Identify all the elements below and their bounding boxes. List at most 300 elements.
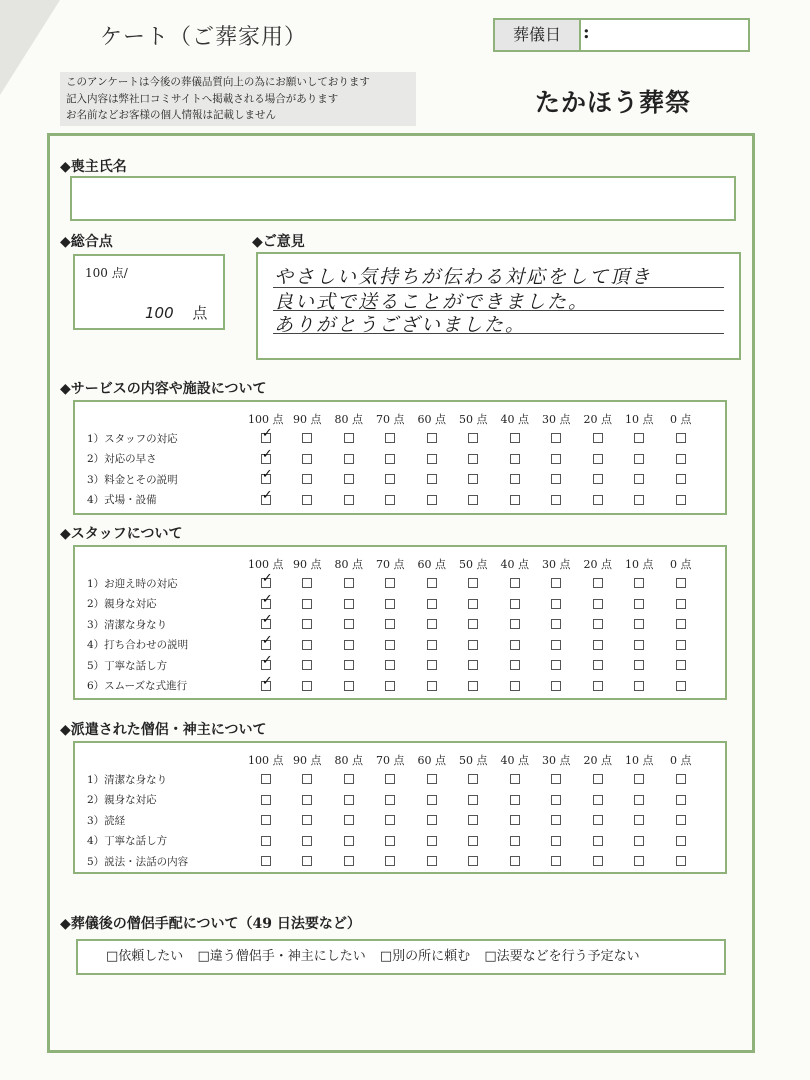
rating-checkbox[interactable] [676,433,686,443]
rating-header-blank [75,751,245,769]
rating-cell [245,831,287,852]
rating-checkbox[interactable] [385,474,395,484]
rating-checkbox[interactable] [634,774,644,784]
rating-checkbox[interactable] [468,660,478,670]
rating-checkbox[interactable] [676,681,686,691]
rating-cell [453,769,495,790]
rating-checkbox[interactable] [302,836,312,846]
rating-checkbox[interactable] [385,433,395,443]
rating-checkbox[interactable] [676,495,686,505]
rating-cell [660,490,702,511]
rating-cell [619,490,661,511]
rating-checkbox[interactable] [302,856,312,866]
rating-checkbox[interactable] [468,474,478,484]
rating-checkbox[interactable] [634,815,644,825]
rating-row-label: 3）読経 [87,814,126,827]
rating-checkbox[interactable] [261,774,271,784]
rating-checkbox[interactable] [634,795,644,805]
rating-checkbox[interactable] [551,660,561,670]
rating-checkbox[interactable] [427,774,437,784]
rating-checkbox[interactable] [385,856,395,866]
rating-checkbox[interactable] [344,578,354,588]
rating-checkbox[interactable] [510,495,520,505]
rating-cell [577,769,619,790]
rating-checkbox[interactable] [261,795,271,805]
funeral-date-field[interactable] [493,18,750,52]
rating-cell [536,851,578,872]
rating-checkbox[interactable] [510,836,520,846]
rating-cell [536,831,578,852]
rating-checkbox[interactable] [468,795,478,805]
rating-row [75,676,702,697]
rating-cell [660,594,702,615]
rating-checkbox[interactable] [676,578,686,588]
rating-checkbox[interactable] [302,795,312,805]
rating-cell [411,851,453,872]
rating-checkbox[interactable] [634,495,644,505]
rating-checkbox[interactable] [510,578,520,588]
rating-checkbox[interactable] [385,640,395,650]
rating-cell [328,635,370,656]
rating-table-staff [75,555,702,696]
rating-cell [494,614,536,635]
rating-cell [494,428,536,449]
rating-checkbox[interactable] [510,681,520,691]
rating-checkbox[interactable] [261,578,271,588]
rating-checkbox[interactable] [261,495,271,505]
rating-cell [287,831,329,852]
rating-cell [287,635,329,656]
rating-checkbox[interactable] [261,681,271,691]
rating-checkbox[interactable] [261,433,271,443]
rating-checkbox[interactable] [344,795,354,805]
rating-cell [328,614,370,635]
rating-checkbox[interactable] [634,836,644,846]
rating-checkbox[interactable] [344,640,354,650]
rating-checkbox[interactable] [302,619,312,629]
rating-checkbox[interactable] [634,681,644,691]
rating-checkbox[interactable] [261,815,271,825]
rating-cell [411,594,453,615]
rating-column-header: 30 点 [542,413,571,426]
rating-checkbox[interactable] [551,433,561,443]
rating-checkbox[interactable] [551,815,561,825]
rating-checkbox[interactable] [344,660,354,670]
rating-checkbox[interactable] [551,681,561,691]
rating-checkbox[interactable] [344,474,354,484]
rating-checkbox[interactable] [385,599,395,609]
rating-checkbox[interactable] [427,836,437,846]
rating-checkbox[interactable] [427,681,437,691]
rating-checkbox[interactable] [385,815,395,825]
score-heading: ◆総合点 [60,234,113,250]
rating-checkbox[interactable] [676,795,686,805]
rating-checkbox[interactable] [302,474,312,484]
rating-checkbox[interactable] [427,474,437,484]
rating-checkbox[interactable] [468,774,478,784]
rating-checkbox[interactable] [468,433,478,443]
rating-cell [328,851,370,872]
rating-cell [245,851,287,872]
rating-cell [245,594,287,615]
rating-checkbox[interactable] [344,856,354,866]
rating-cell [245,769,287,790]
section-heading-service: ◆サービスの内容や施設について [60,381,267,397]
rating-column-header: 10 点 [625,413,654,426]
rating-column-header: 100 点 [248,558,284,571]
rating-checkbox[interactable] [344,599,354,609]
rating-cell [536,769,578,790]
rating-checkbox[interactable] [593,495,603,505]
rating-checkbox[interactable] [344,815,354,825]
rating-cell [411,428,453,449]
rating-checkbox[interactable] [427,599,437,609]
opinion-textarea[interactable] [256,252,741,360]
rating-cell [619,790,661,811]
rating-cell [370,851,412,872]
rating-checkbox[interactable] [261,640,271,650]
rating-row [75,831,702,852]
rating-checkbox[interactable] [385,454,395,464]
rating-checkbox[interactable] [385,619,395,629]
rating-checkbox[interactable] [468,681,478,691]
rating-cell [328,790,370,811]
rating-checkbox[interactable] [551,795,561,805]
rating-checkbox[interactable] [468,578,478,588]
rating-cell [411,635,453,656]
rating-table-priest [75,751,702,872]
rating-checkbox[interactable] [551,495,561,505]
rating-checkbox[interactable] [427,815,437,825]
rating-cell [494,831,536,852]
rating-checkbox[interactable] [344,454,354,464]
rating-checkbox[interactable] [385,660,395,670]
rating-cell [660,851,702,872]
rating-cell [536,490,578,511]
rating-cell [536,635,578,656]
after-option-request[interactable]: □依頼したい [106,949,184,964]
rating-checkbox[interactable] [676,836,686,846]
rating-row-label: 1）お迎え時の対応 [87,577,178,590]
rating-column-header: 40 点 [500,754,529,767]
rating-checkbox[interactable] [634,433,644,443]
rating-checkbox[interactable] [551,619,561,629]
rating-checkbox[interactable] [510,619,520,629]
rating-cell [536,614,578,635]
rating-checkbox[interactable] [593,474,603,484]
rating-cell [494,769,536,790]
rating-row [75,469,702,490]
rating-cell [287,573,329,594]
rating-checkbox[interactable] [344,681,354,691]
rating-row [75,769,702,790]
rating-checkbox[interactable] [344,433,354,443]
rating-checkbox[interactable] [551,640,561,650]
rating-column-header: 60 点 [417,413,446,426]
after-option-no-plans[interactable]: □法要などを行う予定ない [484,949,640,964]
rating-cell [494,790,536,811]
rating-checkbox[interactable] [634,578,644,588]
rating-checkbox[interactable] [593,815,603,825]
rating-column-header: 10 点 [625,754,654,767]
rating-checkbox[interactable] [302,681,312,691]
opinion-heading: ◆ご意見 [252,234,305,250]
rating-row [75,810,702,831]
rating-checkbox[interactable] [427,640,437,650]
rating-checkbox[interactable] [634,660,644,670]
rating-checkbox[interactable] [593,774,603,784]
rating-cell [453,635,495,656]
rating-checkbox[interactable] [302,495,312,505]
rating-checkbox[interactable] [551,599,561,609]
rating-checkbox[interactable] [261,660,271,670]
rating-checkbox[interactable] [385,836,395,846]
rating-checkbox[interactable] [302,815,312,825]
rating-cell [536,790,578,811]
rating-checkbox[interactable] [676,774,686,784]
rating-checkbox[interactable] [261,856,271,866]
rating-checkbox[interactable] [593,433,603,443]
rating-checkbox[interactable] [427,454,437,464]
rating-checkbox[interactable] [427,795,437,805]
rating-checkbox[interactable] [261,474,271,484]
rating-column-header: 70 点 [376,754,405,767]
rating-cell [660,769,702,790]
rating-checkbox[interactable] [385,795,395,805]
rating-checkbox[interactable] [551,454,561,464]
rating-header-blank [75,410,245,428]
rating-cell [245,428,287,449]
rating-checkbox[interactable] [385,681,395,691]
opinion-line: やさしい気持ちが伝わる対応をして頂き [274,266,653,288]
rating-column-header: 60 点 [417,754,446,767]
rating-cell [411,573,453,594]
rating-row [75,490,702,511]
rating-checkbox[interactable] [302,640,312,650]
rating-checkbox[interactable] [468,454,478,464]
rating-cell [411,676,453,697]
rating-cell [287,614,329,635]
rating-cell [370,769,412,790]
rating-cell [370,449,412,470]
rating-checkbox[interactable] [261,599,271,609]
rating-column-header: 80 点 [334,558,363,571]
rating-cell [577,655,619,676]
rating-column-header: 0 点 [670,413,692,426]
rating-cell [619,676,661,697]
rating-cell [619,594,661,615]
rating-checkbox[interactable] [676,619,686,629]
rating-checkbox[interactable] [385,495,395,505]
rating-checkbox[interactable] [551,856,561,866]
rating-cell [536,469,578,490]
rating-row [75,614,702,635]
rating-cell [245,635,287,656]
rating-checkbox[interactable] [676,856,686,866]
rating-cell [411,469,453,490]
rating-cell [287,449,329,470]
rating-checkbox[interactable] [427,619,437,629]
rating-cell [245,655,287,676]
rating-cell [453,851,495,872]
after-option-different-priest[interactable]: □違う僧侶手・神主にしたい [197,949,366,964]
rating-checkbox[interactable] [593,578,603,588]
rating-checkbox[interactable] [676,599,686,609]
rating-checkbox[interactable] [676,640,686,650]
rating-cell [660,655,702,676]
rating-checkbox[interactable] [593,640,603,650]
rating-cell [577,428,619,449]
rating-checkbox[interactable] [676,474,686,484]
after-option-other-place[interactable]: □別の所に頼む [379,949,471,964]
page-title: ケート（ご葬家用） [100,25,308,50]
rating-row-label: 2）対応の早さ [87,453,157,466]
rating-checkbox[interactable] [593,856,603,866]
rating-checkbox[interactable] [261,836,271,846]
rating-checkbox[interactable] [510,856,520,866]
rating-cell [245,614,287,635]
rating-checkbox[interactable] [302,454,312,464]
rating-cell [453,490,495,511]
rating-checkbox[interactable] [676,454,686,464]
rating-checkbox[interactable] [302,578,312,588]
section-heading-staff: ◆スタッフについて [60,526,183,542]
rating-checkbox[interactable] [468,619,478,629]
rating-checkbox[interactable] [593,795,603,805]
rating-checkbox[interactable] [593,660,603,670]
rating-column-header: 50 点 [459,413,488,426]
rating-checkbox[interactable] [551,578,561,588]
rating-checkbox[interactable] [634,474,644,484]
rating-checkbox[interactable] [676,815,686,825]
mourner-name-field[interactable] [70,176,736,221]
rating-row-label: 2）親身な対応 [87,598,157,611]
rating-checkbox[interactable] [510,815,520,825]
rating-checkbox[interactable] [385,578,395,588]
rating-cell [370,573,412,594]
rating-checkbox[interactable] [510,599,520,609]
rating-row [75,428,702,449]
rating-checkbox[interactable] [468,836,478,846]
rating-checkbox[interactable] [427,433,437,443]
rating-checkbox[interactable] [593,454,603,464]
rating-checkbox[interactable] [510,474,520,484]
rating-checkbox[interactable] [510,433,520,443]
rating-cell [536,594,578,615]
rating-column-header: 20 点 [583,413,612,426]
rating-cell [453,790,495,811]
rating-checkbox[interactable] [634,599,644,609]
rating-checkbox[interactable] [510,774,520,784]
rating-cell [453,614,495,635]
privacy-notice [60,72,416,126]
rating-checkbox[interactable] [261,619,271,629]
rating-cell [370,594,412,615]
rating-column-header: 20 点 [583,558,612,571]
rating-checkbox[interactable] [676,660,686,670]
rating-checkbox[interactable] [344,495,354,505]
rating-checkbox[interactable] [468,640,478,650]
rating-cell [411,449,453,470]
rating-checkbox[interactable] [427,578,437,588]
rating-cell [536,449,578,470]
rating-row [75,635,702,656]
rating-cell [494,810,536,831]
score-max-text: 100 点/ [85,266,128,280]
rating-checkbox[interactable] [510,660,520,670]
rating-checkbox[interactable] [344,774,354,784]
rating-checkbox[interactable] [593,619,603,629]
rating-checkbox[interactable] [468,856,478,866]
rating-checkbox[interactable] [468,495,478,505]
rating-row [75,594,702,615]
rating-cell [370,490,412,511]
rating-checkbox[interactable] [385,774,395,784]
rating-cell [328,810,370,831]
rating-checkbox[interactable] [261,454,271,464]
rating-cell [577,594,619,615]
rating-checkbox[interactable] [510,795,520,805]
rating-checkbox[interactable] [551,474,561,484]
rating-cell [494,573,536,594]
rating-cell [287,469,329,490]
rating-checkbox[interactable] [344,836,354,846]
rating-checkbox[interactable] [634,619,644,629]
mourner-heading: ◆喪主氏名 [60,159,127,175]
rating-checkbox[interactable] [593,599,603,609]
rating-cell [328,655,370,676]
rating-column-header: 50 点 [459,754,488,767]
rating-checkbox[interactable] [344,619,354,629]
rating-checkbox[interactable] [551,774,561,784]
rating-cell [287,490,329,511]
rating-cell [619,831,661,852]
rating-cell [370,831,412,852]
rating-checkbox[interactable] [634,640,644,650]
rating-checkbox[interactable] [593,836,603,846]
rating-cell [370,635,412,656]
rating-cell [660,469,702,490]
rating-checkbox[interactable] [302,774,312,784]
rating-checkbox[interactable] [468,599,478,609]
rating-checkbox[interactable] [551,836,561,846]
rating-checkbox[interactable] [634,454,644,464]
rating-checkbox[interactable] [510,454,520,464]
rating-checkbox[interactable] [427,495,437,505]
rating-checkbox[interactable] [427,856,437,866]
rating-cell [287,790,329,811]
rating-checkbox[interactable] [302,599,312,609]
rating-checkbox[interactable] [510,640,520,650]
rating-row [75,851,702,872]
rating-cell [619,428,661,449]
rating-cell [287,851,329,872]
rating-row [75,655,702,676]
rating-cell [494,469,536,490]
score-box[interactable] [73,254,225,330]
rating-checkbox[interactable] [427,660,437,670]
notice-line: お名前などお客様の個人情報は記載しません [66,109,276,121]
rating-checkbox[interactable] [634,856,644,866]
rating-checkbox[interactable] [593,681,603,691]
rating-checkbox[interactable] [302,433,312,443]
notice-line: 記入内容は弊社口コミサイトへ掲載される場合があります [66,92,339,105]
rating-cell [619,469,661,490]
rating-checkbox[interactable] [302,660,312,670]
rating-column-header: 50 点 [459,558,488,571]
rating-cell [536,655,578,676]
rating-checkbox[interactable] [468,815,478,825]
